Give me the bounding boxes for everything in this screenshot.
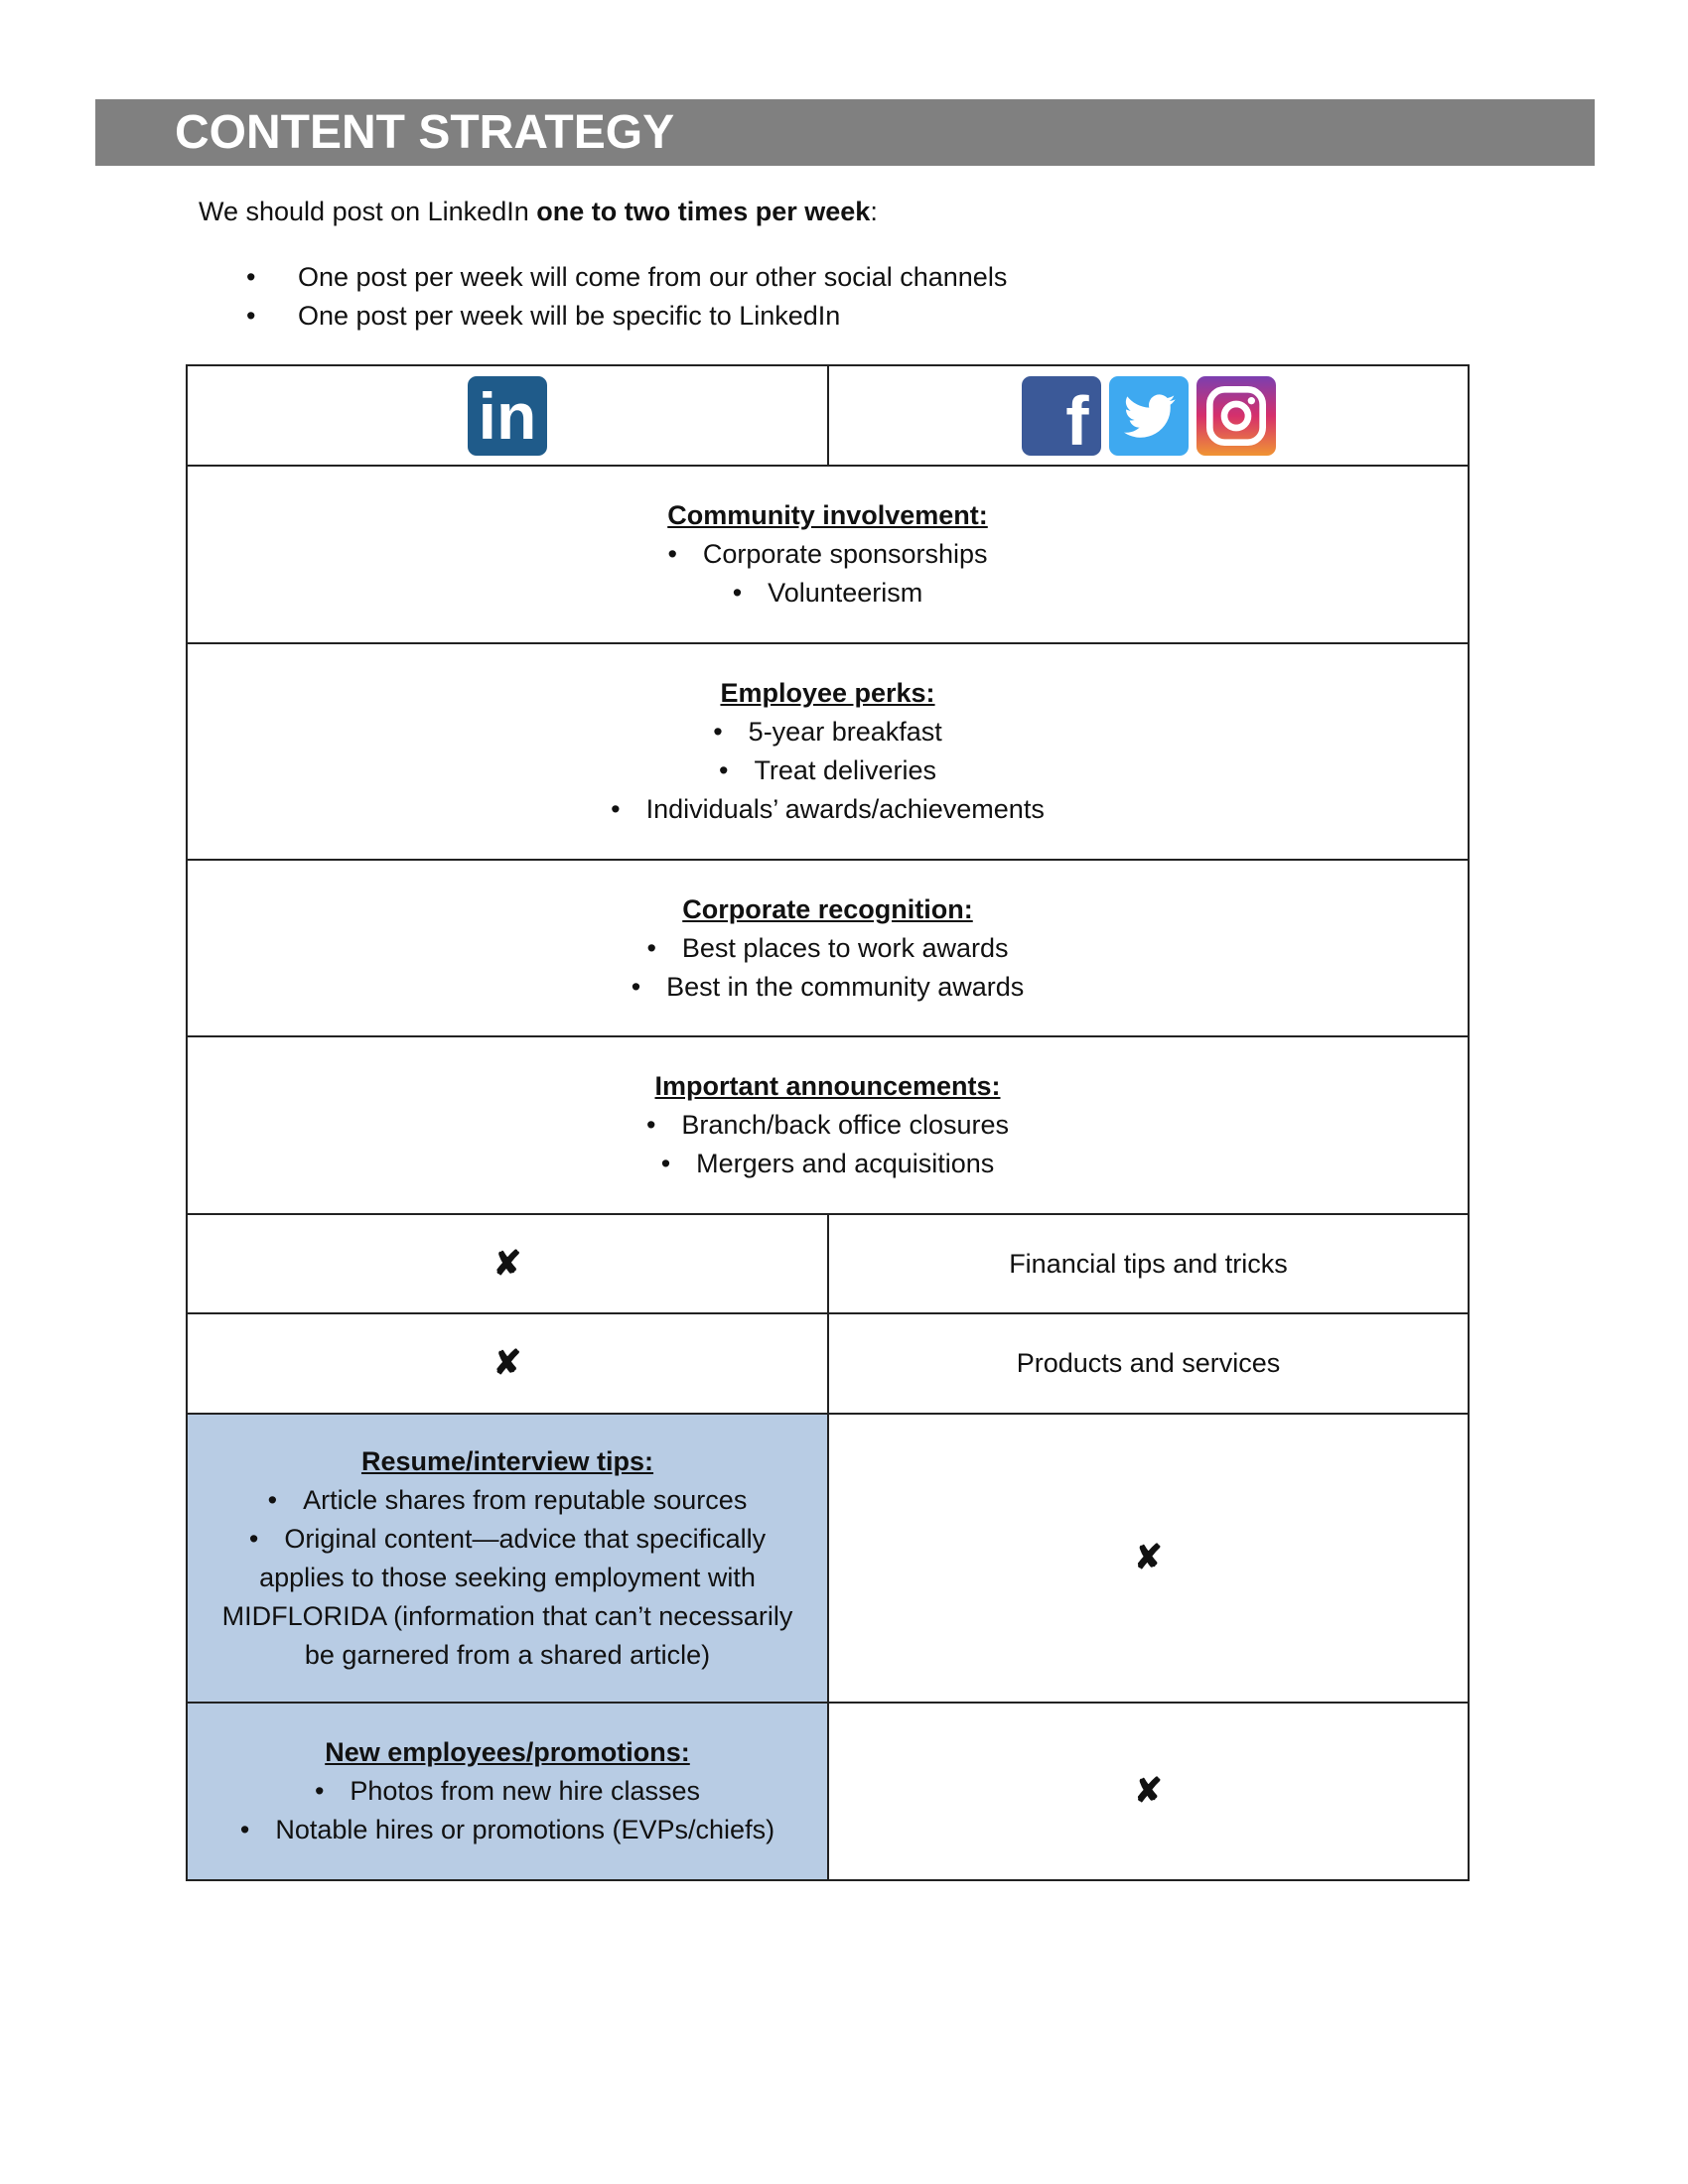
x-mark-icon: ✘ [187,1214,828,1313]
list-item: • Treat deliveries [188,751,1468,790]
bullet-text: One post per week will be specific to LinkedIn [298,301,841,331]
section-heading: Employee perks: [720,678,935,708]
list-item: • Best places to work awards [188,929,1468,968]
linkedin-icon: in [468,376,547,456]
list-item: • Volunteerism [188,574,1468,613]
strategy-table [186,364,1470,1881]
title-bar [95,99,1595,166]
list-item: • Notable hires or promotions (EVPs/chiefs) [188,1811,827,1849]
list-item: • Article shares from reputable sources [208,1481,807,1520]
list-item: • Branch/back office closures [188,1106,1468,1145]
section-heading: New employees/promotions: [325,1737,690,1767]
intro [199,197,878,227]
other-socials-cell [828,365,1469,466]
section-new-employees [187,1703,828,1880]
x-mark-icon: ✘ [187,1313,828,1414]
facebook-icon [1022,376,1101,460]
bullet [248,301,840,332]
instagram-icon [1196,376,1276,456]
list-item: • Best in the community awards [188,968,1468,1007]
x-mark-icon: ✘ [828,1703,1469,1880]
list-item: • Individuals’ awards/achievements [188,790,1468,829]
x-mark-icon: ✘ [828,1414,1469,1703]
section-heading: Important announcements: [654,1071,1001,1101]
bullet [248,262,1007,293]
products-cell: Products and services [828,1313,1469,1414]
section-resume-tips [187,1414,828,1703]
section-heading: Community involvement: [667,500,988,530]
intro-text: We should post on LinkedIn [199,197,537,226]
list-item: • Mergers and acquisitions [188,1145,1468,1183]
section-perks [187,643,1469,860]
section-community [187,466,1469,643]
section-heading: Resume/interview tips: [360,1445,654,1476]
financial-tips-cell: Financial tips and tricks [828,1214,1469,1313]
list-item: • Photos from new hire classes [188,1772,827,1811]
bullet-text: One post per week will come from our other social channels [298,262,1008,292]
section-recognition [187,860,1469,1036]
page-title: CONTENT STRATEGY [175,106,675,159]
section-announcements [187,1036,1469,1214]
list-item: • Original content—advice that specifically applies to those seeking employment with MIDFLORIDA (information that can’t necessarily be garnered from a shared article) [208,1520,807,1675]
list-item: • Corporate sponsorships [188,535,1468,574]
section-heading: Corporate recognition: [682,893,973,924]
intro-bold: one to two times per week [536,197,871,226]
list-item: • 5-year breakfast [188,713,1468,751]
linkedin-cell [187,365,828,466]
twitter-icon [1109,376,1189,456]
facebook-glyph: f [1065,381,1089,460]
intro-colon: : [870,197,878,226]
